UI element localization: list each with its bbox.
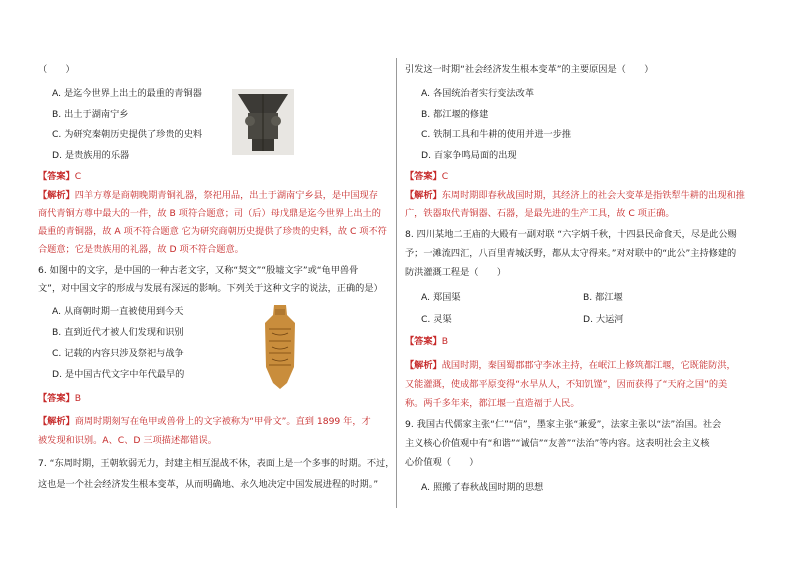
q7-answer [405, 170, 448, 183]
carved-artifact-image [260, 303, 300, 391]
q6-answer-label: 【答案】 [38, 393, 75, 404]
q7-stem-line-2: 这也是一个社会经济发生根本变革，从而明确地、永久地决定中国发展进程的时期。” [38, 479, 379, 490]
q5-analysis-line-1: 【解析】四羊方尊是商朝晚期青铜礼器，祭祀用品，出土于湖南宁乡县，是中国现存 [38, 190, 378, 201]
q5-answer [38, 170, 81, 183]
q7-stem-line-1: 7. “东周时期，王朝软弱无力，封建主相互混战不休，表面上是一个多事的时期。不过， [38, 458, 395, 469]
q8-answer-value: B [441, 336, 449, 347]
q8-option-a: A. 郑国渠 [421, 292, 461, 303]
q8-analysis-label: 【解析】 [405, 360, 442, 371]
q6-analysis-label: 【解析】 [38, 416, 75, 427]
q5-option-b: B. 出土于湖南宁乡 [52, 109, 129, 120]
q7-option-c: C. 铁制工具和牛耕的使用并进一步推 [421, 129, 572, 140]
q7-answer-value: C [441, 171, 449, 182]
q8-analysis-line-1: 【解析】战国时期，秦国蜀郡郡守李冰主持，在岷江上修筑都江堰，它既能防洪， [405, 360, 736, 371]
bronze-vessel-image [232, 89, 294, 155]
q8-option-b: B. 都江堰 [583, 292, 623, 303]
q5-answer-label: 【答案】 [38, 171, 75, 182]
q5-bracket: （ ） [38, 64, 75, 75]
q8-stem-line-1: 8. 四川某地二王庙的大殿有一副对联 “六字炳千秋，十四县民命食天，尽是此公赐 [405, 229, 737, 240]
q7-continuation: 引发这一时期“社会经济发生根本变革”的主要原因是（ ） [405, 64, 654, 75]
q7-analysis-line-1: 【解析】东周时期即春秋战国时期，其经济上的社会大变革是指铁犁牛耕的出现和推 [405, 190, 745, 201]
q5-option-a: A. 是迄今世界上出土的最重的青铜器 [52, 88, 202, 99]
q9-stem-line-2: 主义核心价值观中有“和谐”“诚信”“友善”“法治”等内容。这表明社会主义核 [405, 438, 710, 449]
q6-answer-value: B [74, 393, 82, 404]
q9-option-a: A. 照搬了春秋战国时期的思想 [421, 482, 544, 493]
q5-analysis-line-2: 商代青铜方尊中最大的一件，故 B 项符合题意；司（后）母戊鼎是迄今世界上出土的 [38, 208, 381, 219]
q8-answer [405, 335, 448, 348]
q8-analysis-line-3: 称。两千多年来，都江堰一直造福于人民。 [405, 398, 580, 409]
q6-stem-line-2: 文”，对中国文字的形成与发展有深远的影响。下列关于这种文字的说法，正确的是） [38, 283, 383, 294]
q7-option-b: B. 都江堰的修建 [421, 109, 489, 120]
q5-analysis-line-3: 最重的青铜器，故 A 项不符合题意 它为研究商朝历史提供了珍贵的史料，故 C 项不符 [38, 226, 387, 237]
q7-analysis-line-2: 广，铁器取代青铜器、石器，是最先进的生产工具，故 C 项正确。 [405, 208, 675, 219]
q6-analysis-line-2: 被发现和识别。A、C、D 三项描述都错误。 [38, 435, 217, 446]
q9-stem-line-3: 心价值观（ ） [405, 457, 479, 468]
q6-analysis-line-1: 【解析】商周时期刻写在龟甲或兽骨上的文字被称为“甲骨文”。直到 1899 年，才 [38, 416, 371, 427]
column-divider [396, 58, 397, 508]
q8-answer-label: 【答案】 [405, 336, 442, 347]
q9-stem-line-1: 9. 我国古代儒家主张“仁”“信”，墨家主张“兼爱”，法家主张以“法”治国。社会 [405, 419, 722, 430]
q5-option-d: D. 是贵族用的乐器 [52, 150, 130, 161]
q8-option-d: D. 大运河 [583, 314, 624, 325]
q5-analysis-label: 【解析】 [38, 190, 75, 201]
q7-option-d: D. 百家争鸣局面的出现 [421, 150, 517, 161]
q7-answer-label: 【答案】 [405, 171, 442, 182]
q6-option-c: C. 记载的内容只涉及祭祀与战争 [52, 348, 184, 359]
q8-analysis-line-2: 又能灌溉，使成都平原变得“水旱从人，不知饥馑”，因而获得了“天府之国”的美 [405, 379, 728, 390]
q6-answer [38, 392, 81, 405]
q6-option-a: A. 从商朝时期一直被使用到今天 [52, 306, 184, 317]
q8-stem-line-2: 予；一滩流四汇，八百里青城沃野，都从太守得来。”对对联中的“此公”主持修建的 [405, 248, 737, 259]
q5-analysis-line-4: 合题意；它是贵族用的礼器，故 D 项不符合题意。 [38, 244, 244, 255]
q7-option-a: A. 各国统治者实行变法改革 [421, 88, 535, 99]
q8-option-c: C. 灵渠 [421, 314, 452, 325]
q5-answer-value: C [74, 171, 82, 182]
q6-stem-line-1: 6. 如图中的文字，是中国的一种古老文字，又称“契文”“殷墟文字”或“龟甲兽骨 [38, 265, 359, 276]
q6-option-d: D. 是中国古代文字中年代最早的 [52, 369, 185, 380]
q5-option-c: C. 为研究秦朝历史提供了珍贵的史料 [52, 129, 203, 140]
q8-stem-line-3: 防洪灌溉工程是（ ） [405, 267, 507, 278]
q6-option-b: B. 直到近代才被人们发现和识别 [52, 327, 184, 338]
q7-analysis-label: 【解析】 [405, 190, 442, 201]
